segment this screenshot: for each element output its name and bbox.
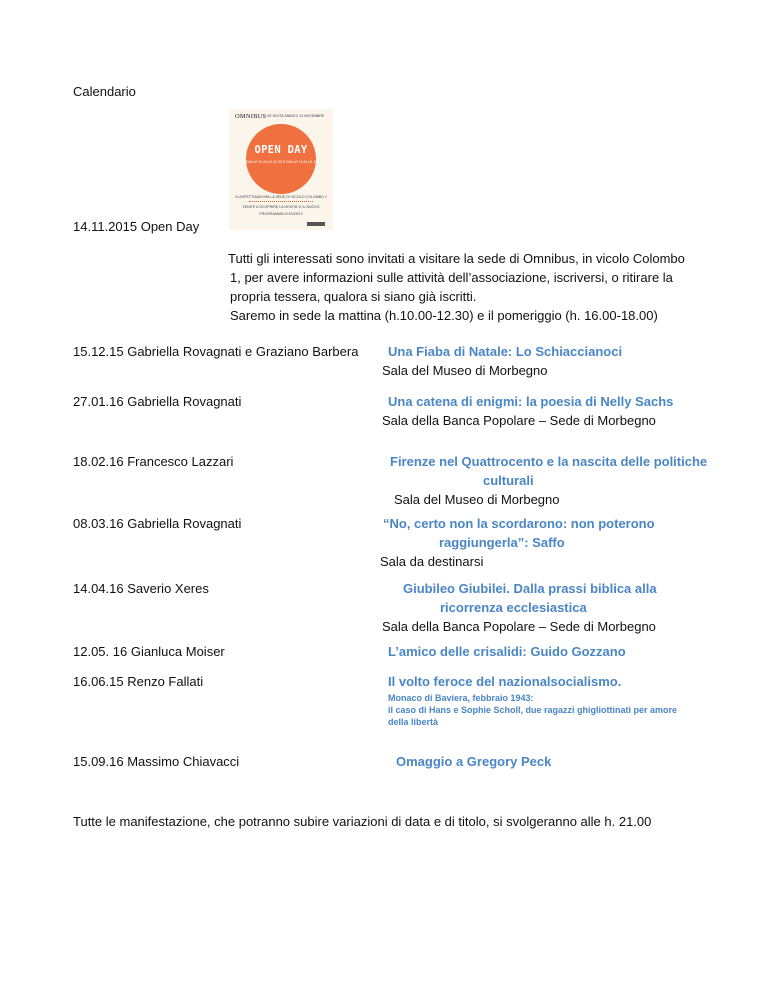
- event-date-speaker: 15.12.15 Gabriella Rovagnati e Graziano Barbera: [73, 344, 359, 359]
- event-info: [388, 672, 718, 728]
- event-info: [380, 452, 710, 509]
- event-venue: Sala del Museo di Morbegno: [394, 492, 560, 507]
- event-date-speaker: 08.03.16 Gabriella Rovagnati: [73, 516, 242, 531]
- event-venue: Sala della Banca Popolare – Sede di Morbegno: [382, 413, 656, 428]
- event-info: [382, 392, 673, 430]
- poster-line-1: VI ASPETTIAMO NELLA SEDE DI VICOLO COLOMBO 1: [235, 195, 327, 199]
- event-date-speaker: 16.06.15 Renzo Fallati: [73, 674, 204, 689]
- event-venue: Sala del Museo di Morbegno: [382, 363, 548, 378]
- event-title: Una catena di enigmi: la poesia di Nelly Sachs: [388, 394, 674, 409]
- event-title: raggiungerla”: Saffo: [439, 535, 565, 550]
- event-title: Una Fiaba di Natale: Lo Schiaccianoci: [388, 344, 623, 359]
- event-title: ricorrenza ecclesiastica: [440, 600, 587, 615]
- poster-dots: [249, 201, 313, 202]
- open-day-description: [228, 249, 698, 325]
- open-day-line: Tutti gli interessati sono invitati a visitare la sede di Omnibus, in vicolo Colombo: [228, 251, 685, 266]
- event-title: Giubileo Giubilei. Dalla prassi biblica alla: [403, 581, 657, 596]
- event-title: Firenze nel Quattrocento e la nascita delle politiche: [390, 454, 708, 469]
- event-date-speaker: 14.04.16 Saverio Xeres: [73, 581, 209, 596]
- poster-brand-sub: VE DIVITA SABATO 14 NOVEMBRE: [267, 114, 325, 118]
- event-subtitle-line: il caso di Hans e Sophie Scholl, due ragazzi ghigliottinati per amore: [388, 705, 678, 715]
- event-title: L’amico delle crisalidi: Guido Gozzano: [388, 644, 626, 659]
- event-subtitle-line: della libertà: [388, 717, 439, 727]
- poster-tag: [307, 222, 325, 226]
- open-day-title: 14.11.2015 Open Day: [73, 219, 200, 234]
- poster-brand: OMNIBUS: [235, 113, 267, 120]
- page-heading: Calendario: [73, 84, 136, 99]
- event-venue: Sala della Banca Popolare – Sede di Morbegno: [382, 619, 656, 634]
- event-title: Il volto feroce del nazionalsocialismo.: [388, 674, 622, 689]
- poster-title: OPEN DAY: [254, 144, 308, 156]
- open-day-poster: [229, 109, 333, 230]
- event-subtitle-line: Monaco di Baviera, febbraio 1943:: [388, 693, 534, 703]
- footer-note: Tutte le manifestazione, che potranno subire variazioni di data e di titolo, si svolgeranno alle h. 21.00: [73, 814, 652, 829]
- event-date-speaker: 15.09.16 Massimo Chiavacci: [73, 754, 240, 769]
- poster-circle: [246, 124, 316, 194]
- event-venue: Sala da destinarsi: [380, 554, 484, 569]
- event-subtitle: [388, 692, 718, 728]
- poster-hours: DALLE 10 ALLE 12.30 E DALLE 16 ALLE 18: [246, 160, 318, 164]
- open-day-line: Saremo in sede la mattina (h.10.00-12.30) e il pomeriggio (h. 16.00-18.00): [230, 308, 658, 323]
- event-info: [380, 514, 710, 571]
- poster-line-3: PROGRAMMA DI EVENTI!: [259, 212, 303, 216]
- open-day-line: 1, per avere informazioni sulle attività dell’associazione, iscriversi, o ritirare la: [230, 270, 673, 285]
- event-info: [396, 752, 551, 771]
- poster-line-2: VENITE A SCOPRIRE LA NOVITA' E IL NUOVO: [242, 205, 320, 209]
- event-info: [382, 342, 622, 380]
- event-title: Omaggio a Gregory Peck: [396, 754, 552, 769]
- event-info: [388, 642, 626, 661]
- event-info: [382, 579, 712, 636]
- event-date-speaker: 27.01.16 Gabriella Rovagnati: [73, 394, 242, 409]
- event-date-speaker: 18.02.16 Francesco Lazzari: [73, 454, 234, 469]
- event-title: culturali: [483, 473, 534, 488]
- open-day-line: propria tessera, qualora si siano già iscritti.: [230, 289, 477, 304]
- event-title: “No, certo non la scordarono: non poterono: [383, 516, 655, 531]
- event-date-speaker: 12.05. 16 Gianluca Moiser: [73, 644, 225, 659]
